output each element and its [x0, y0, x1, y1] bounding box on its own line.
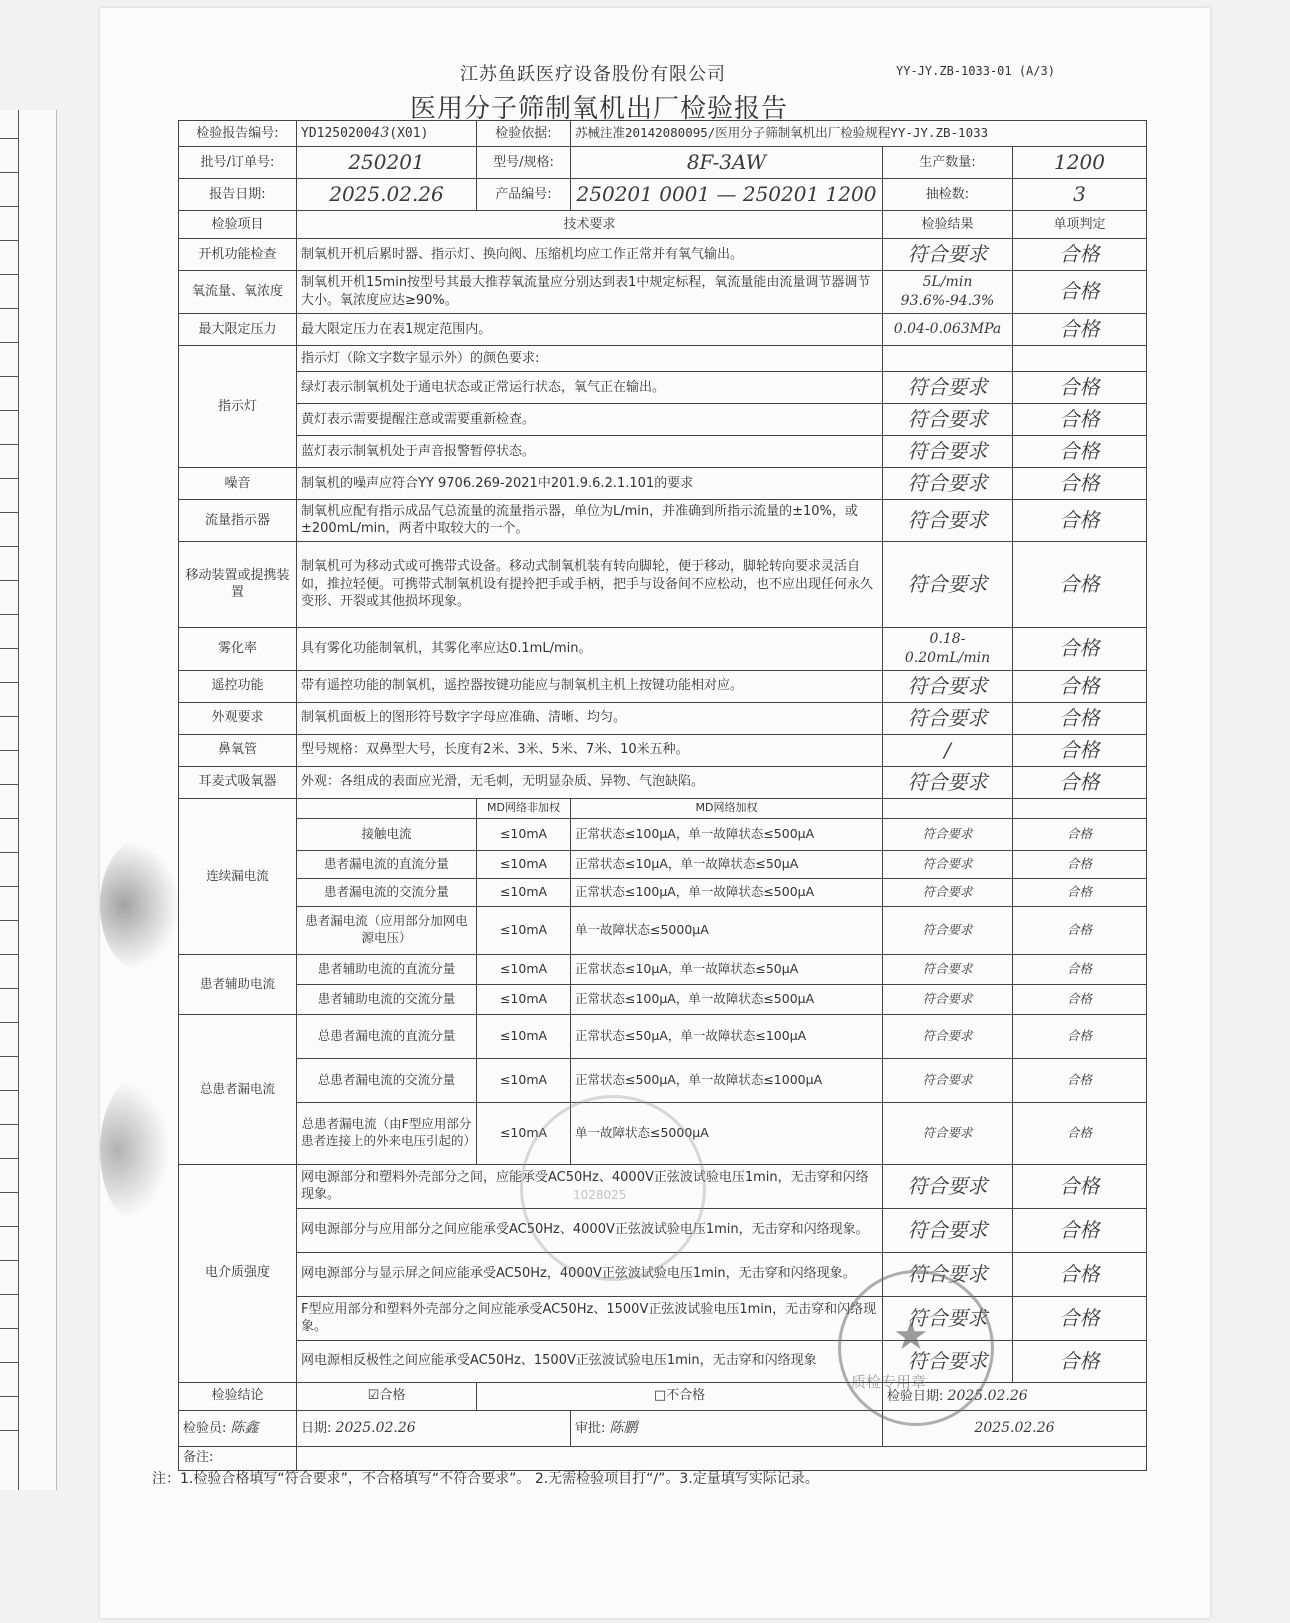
- md-weighted-limit: 正常状态≤10μA，单一故障状态≤50μA: [571, 850, 883, 878]
- sub-item: 患者漏电流的交流分量: [297, 878, 477, 906]
- requirement-text: 制氧机开机后累时器、指示灯、换向阀、压缩机均应工作正常并有氧气输出。: [297, 239, 883, 271]
- verdict-value: 合格: [1013, 313, 1147, 345]
- md-non-weighted-limit: ≤10mA: [477, 906, 571, 954]
- verdict-value: 合格: [1013, 1296, 1147, 1340]
- footnote: 注：1.检验合格填写“符合要求”，不合格填写“不符合要求”。 2.无需检验项目打“/”。3.定量填写实际记录。: [152, 1471, 819, 1487]
- item-name: 移动装置或提携装置: [179, 541, 297, 627]
- batch-value: 250201: [297, 147, 477, 179]
- result-value: 符合要求: [883, 984, 1013, 1014]
- basis-label: 检验依据:: [477, 121, 571, 147]
- result-value: 0.18-0.20mL/min: [883, 627, 1013, 670]
- table-row: [179, 1382, 1147, 1410]
- md-non-weighted-limit: ≤10mA: [477, 954, 571, 984]
- page-shadow: [100, 1080, 170, 1220]
- remark-label: 备注:: [179, 1446, 297, 1470]
- result-value: 符合要求: [883, 766, 1013, 798]
- sample-label: 抽检数:: [883, 179, 1013, 211]
- verdict-value: 合格: [1013, 435, 1147, 467]
- requirement-text: 型号规格：双鼻型大号，长度有2米、3米、5米、7米、10米五种。: [297, 734, 883, 766]
- result-value: 符合要求: [883, 467, 1013, 499]
- item-name: 电介质强度: [179, 1164, 297, 1382]
- sub-item: 总患者漏电流的直流分量: [297, 1014, 477, 1058]
- company-name: 江苏鱼跃医疗设备股份有限公司: [460, 64, 726, 85]
- sub-item: 接触电流: [297, 818, 477, 850]
- result-value: 符合要求: [883, 954, 1013, 984]
- md-non-weighted-limit: ≤10mA: [477, 1014, 571, 1058]
- verdict-value: 合格: [1013, 818, 1147, 850]
- sample-value: 3: [1013, 179, 1147, 211]
- table-row: [179, 734, 1147, 766]
- table-row: [179, 850, 1147, 878]
- md-weighted-limit: 正常状态≤100μA，单一故障状态≤500μA: [571, 984, 883, 1014]
- quantity-label: 生产数量:: [883, 147, 1013, 179]
- requirement-text: 外观：各组成的表面应光滑，无毛刺，无明显杂质、异物、气泡缺陷。: [297, 766, 883, 798]
- table-row: [179, 878, 1147, 906]
- requirement-text: 制氧机的噪声应符合YY 9706.269-2021中201.9.6.2.1.101的要求: [297, 467, 883, 499]
- serial-value: 250201 0001 — 250201 1200: [571, 179, 883, 211]
- result-value: [883, 345, 1013, 371]
- batch-label: 批号/订单号:: [179, 147, 297, 179]
- col-header-md-non-weighted: MD网络非加权: [477, 798, 571, 818]
- item-name: 氧流量、氧浓度: [179, 271, 297, 314]
- table-row: [179, 467, 1147, 499]
- inspector: 检验员: 陈鑫: [179, 1410, 297, 1446]
- verdict-value: 合格: [1013, 850, 1147, 878]
- result-value: 符合要求: [883, 1058, 1013, 1102]
- sub-item: 患者辅助电流的直流分量: [297, 954, 477, 984]
- md-weighted-limit: 正常状态≤100μA，单一故障状态≤500μA: [571, 878, 883, 906]
- inspection-seal: ★ 质检专用章: [838, 1270, 994, 1426]
- md-weighted-limit: 正常状态≤500μA，单一故障状态≤1000μA: [571, 1058, 883, 1102]
- item-name: 外观要求: [179, 702, 297, 734]
- result-value: 符合要求: [883, 239, 1013, 271]
- table-row: [179, 670, 1147, 702]
- item-name: 噪音: [179, 467, 297, 499]
- result-value: 符合要求: [883, 1164, 1013, 1208]
- verdict-value: 合格: [1013, 271, 1147, 314]
- col-header-verdict: 单项判定: [1013, 211, 1147, 239]
- sub-item: 总患者漏电流（由F型应用部分患者连接上的外来电压引起的）: [297, 1102, 477, 1164]
- verdict-value: 合格: [1013, 984, 1147, 1014]
- requirement-text: 网电源相反极性之间应能承受AC50Hz、1500V正弦波试验电压1min，无击穿和闪络现象: [297, 1340, 883, 1382]
- verdict-value: 合格: [1013, 467, 1147, 499]
- table-row: [179, 435, 1147, 467]
- conclusion-label: 检验结论: [179, 1382, 297, 1410]
- verdict-value: 合格: [1013, 1014, 1147, 1058]
- item-name: 指示灯: [179, 345, 297, 467]
- result-value: 符合要求: [883, 702, 1013, 734]
- report-no-label: 检验报告编号:: [179, 121, 297, 147]
- watermark-seal: 1028025: [520, 1095, 706, 1281]
- verdict-value: 合格: [1013, 1340, 1147, 1382]
- verdict-value: 合格: [1013, 499, 1147, 541]
- inspector-signature: 陈鑫: [230, 1419, 259, 1436]
- requirement-text: 最大限定压力在表1规定范围内。: [297, 313, 883, 345]
- sign-date-value: 2025.02.26: [335, 1419, 416, 1436]
- page-shadow: [100, 840, 180, 970]
- result-value: 符合要求: [883, 435, 1013, 467]
- report-date-value: 2025.02.26: [297, 179, 477, 211]
- verdict-value: 合格: [1013, 403, 1147, 435]
- requirement-text: 网电源部分和塑料外壳部分之间，应能承受AC50Hz、4000V正弦波试验电压1min，无击穿和闪络现象。: [297, 1164, 883, 1208]
- table-row: [179, 1058, 1147, 1102]
- md-non-weighted-limit: ≤10mA: [477, 1058, 571, 1102]
- verdict-value: 合格: [1013, 1252, 1147, 1296]
- md-weighted-limit: 正常状态≤10μA，单一故障状态≤50μA: [571, 954, 883, 984]
- table-row: [179, 1410, 1147, 1446]
- basis-value: 苏械注准20142080095/医用分子筛制氧机出厂检验规程YY-JY.ZB-1033: [571, 121, 1147, 147]
- requirement-text: 具有雾化功能制氧机，其雾化率应达0.1mL/min。: [297, 627, 883, 670]
- verdict-value: 合格: [1013, 1164, 1147, 1208]
- sub-item: 患者漏电流的直流分量: [297, 850, 477, 878]
- report-title: 医用分子筛制氧机出厂检验报告: [410, 94, 789, 124]
- item-name: 雾化率: [179, 627, 297, 670]
- table-row: [179, 499, 1147, 541]
- verdict-value: 合格: [1013, 734, 1147, 766]
- table-row: [179, 818, 1147, 850]
- table-row: [179, 627, 1147, 670]
- col-header-md-weighted: MD网络加权: [571, 798, 883, 818]
- table-row: [179, 984, 1147, 1014]
- col-header-result: 检验结果: [883, 211, 1013, 239]
- md-non-weighted-limit: ≤10mA: [477, 878, 571, 906]
- table-row: [179, 313, 1147, 345]
- inspection-date-value: 2025.02.26: [947, 1387, 1028, 1404]
- requirement-text: 网电源部分与显示屏之间应能承受AC50Hz，4000V正弦波试验电压1min，无击穿和闪络现象。: [297, 1252, 883, 1296]
- result-value: 符合要求: [883, 541, 1013, 627]
- table-row: [179, 371, 1147, 403]
- result-value: 符合要求: [883, 1340, 1013, 1382]
- result-value: 符合要求: [883, 850, 1013, 878]
- verdict-value: 合格: [1013, 954, 1147, 984]
- star-icon: ★: [893, 1313, 929, 1359]
- md-non-weighted-limit: ≤10mA: [477, 850, 571, 878]
- inspection-date-label: 检验日期:: [887, 1388, 944, 1404]
- table-row: [179, 1014, 1147, 1058]
- table-row: [179, 403, 1147, 435]
- requirement-text: 蓝灯表示制氧机处于声音报警暂停状态。: [297, 435, 883, 467]
- table-row: [179, 1296, 1147, 1340]
- conclusion-fail: □不合格: [477, 1382, 883, 1410]
- item-name: 流量指示器: [179, 499, 297, 541]
- md-non-weighted-limit: ≤10mA: [477, 984, 571, 1014]
- requirement-text: 网电源部分与应用部分之间应能承受AC50Hz、4000V正弦波试验电压1min，无击穿和闪络现象。: [297, 1208, 883, 1252]
- verdict-value: 合格: [1013, 766, 1147, 798]
- requirement-text: 制氧机开机15min按型号其最大推荐氧流量应分别达到表1中规定标程，氧流量能由流量调节器调节大小。氧浓度应达≥90%。: [297, 271, 883, 314]
- item-name: 耳麦式吸氧器: [179, 766, 297, 798]
- item-name: 开机功能检查: [179, 239, 297, 271]
- verdict-value: 合格: [1013, 541, 1147, 627]
- result-value: 符合要求: [883, 499, 1013, 541]
- quantity-value: 1200: [1013, 147, 1147, 179]
- report-date-label: 报告日期:: [179, 179, 297, 211]
- result-value: 符合要求: [883, 371, 1013, 403]
- requirement-text: 黄灯表示需要提醒注意或需要重新检查。: [297, 403, 883, 435]
- verdict-value: 合格: [1013, 878, 1147, 906]
- table-row: [179, 239, 1147, 271]
- result-value: 符合要求: [883, 403, 1013, 435]
- result-value: 符合要求: [883, 670, 1013, 702]
- group-name: 总患者漏电流: [179, 1014, 297, 1164]
- table-row: [179, 541, 1147, 627]
- verdict-value: 合格: [1013, 1208, 1147, 1252]
- item-name: 鼻氧管: [179, 734, 297, 766]
- requirement-text: 制氧机应配有指示成品气总流量的流量指示器，单位为L/min，并准确到所指示流量的±10%，或±200mL/min，两者中取较大的一个。: [297, 499, 883, 541]
- conclusion-pass: ☑合格: [297, 1382, 477, 1410]
- verdict-value: 合格: [1013, 702, 1147, 734]
- md-non-weighted-limit: ≤10mA: [477, 818, 571, 850]
- verdict-value: 合格: [1013, 906, 1147, 954]
- verdict-value: 合格: [1013, 371, 1147, 403]
- result-value: 符合要求: [883, 1102, 1013, 1164]
- serial-label: 产品编号:: [477, 179, 571, 211]
- col-header-item: 检验项目: [179, 211, 297, 239]
- result-value: 5L/min 93.6%-94.3%: [883, 271, 1013, 314]
- table-row: [179, 345, 1147, 371]
- md-weighted-limit: 正常状态≤100μA，单一故障状态≤500μA: [571, 818, 883, 850]
- inspection-table: [178, 120, 1147, 1471]
- remark-value: [297, 1446, 1147, 1470]
- sub-item: 总患者漏电流的交流分量: [297, 1058, 477, 1102]
- result-value: 0.04-0.063MPa: [883, 313, 1013, 345]
- item-name: 遥控功能: [179, 670, 297, 702]
- col-header-requirement: 技术要求: [297, 211, 883, 239]
- requirement-text: 制氧机面板上的图形符号数字字母应准确、清晰、均匀。: [297, 702, 883, 734]
- model-value: 8F-3AW: [571, 147, 883, 179]
- requirement-text: 带有遥控功能的制氧机，遥控器按键功能应与制氧机主机上按键功能相对应。: [297, 670, 883, 702]
- verdict-value: 合格: [1013, 1102, 1147, 1164]
- report-no: YD125020043(X01): [297, 121, 477, 147]
- requirement-text: 指示灯（除文字数字显示外）的颜色要求:: [297, 345, 883, 371]
- sign-date: 日期: 2025.02.26: [297, 1410, 571, 1446]
- item-name: 最大限定压力: [179, 313, 297, 345]
- verdict-value: 合格: [1013, 239, 1147, 271]
- table-row: [179, 271, 1147, 314]
- md-non-weighted-limit: ≤10mA: [477, 1102, 571, 1164]
- result-value: 符合要求: [883, 1208, 1013, 1252]
- table-row: [179, 1340, 1147, 1382]
- table-row: [179, 906, 1147, 954]
- table-row: [179, 766, 1147, 798]
- sub-item: 患者辅助电流的交流分量: [297, 984, 477, 1014]
- table-row: [179, 954, 1147, 984]
- adjacent-sheet-edge: [0, 110, 57, 1490]
- verdict-value: 合格: [1013, 627, 1147, 670]
- result-value: 符合要求: [883, 1296, 1013, 1340]
- document-code: YY-JY.ZB-1033-01 (A/3): [896, 64, 1055, 78]
- verdict-value: 合格: [1013, 670, 1147, 702]
- reviewer: 审批: 陈鹏: [571, 1410, 883, 1446]
- verdict-value: 合格: [1013, 1058, 1147, 1102]
- md-weighted-limit: 单一故障状态≤5000μA: [571, 906, 883, 954]
- sub-item: 患者漏电流（应用部分加网电源电压）: [297, 906, 477, 954]
- result-value: 符合要求: [883, 878, 1013, 906]
- result-value: 符合要求: [883, 1252, 1013, 1296]
- result-value: 符合要求: [883, 906, 1013, 954]
- md-weighted-limit: 正常状态≤50μA，单一故障状态≤100μA: [571, 1014, 883, 1058]
- result-value: 符合要求: [883, 818, 1013, 850]
- requirement-text: 制氧机可为移动式或可携带式设备。移动式制氧机装有转向脚轮，便于移动，脚轮转向要求灵活自如，推拉轻便。可携带式制氧机设有提拎把手或手柄，把手与设备间不应松动，也不应出现任何永久变形、开裂或其他损坏现象。: [297, 541, 883, 627]
- table-row: [179, 1446, 1147, 1470]
- md-weighted-limit: 单一故障状态≤5000μA: [571, 1102, 883, 1164]
- requirement-text: F型应用部分和塑料外壳部分之间应能承受AC50Hz、1500V正弦波试验电压1min，无击穿和闪络现象。: [297, 1296, 883, 1340]
- table-row: [179, 702, 1147, 734]
- group-name: 患者辅助电流: [179, 954, 297, 1014]
- table-row: [179, 798, 1147, 818]
- result-value: 符合要求: [883, 1014, 1013, 1058]
- requirement-text: 绿灯表示制氧机处于通电状态或正常运行状态，氧气正在输出。: [297, 371, 883, 403]
- reviewer-signature: 陈鹏: [609, 1419, 638, 1436]
- review-date-value: 2025.02.26: [883, 1410, 1147, 1446]
- result-value: /: [883, 734, 1013, 766]
- model-label: 型号/规格:: [477, 147, 571, 179]
- verdict-value: [1013, 345, 1147, 371]
- group-name: 连续漏电流: [179, 798, 297, 954]
